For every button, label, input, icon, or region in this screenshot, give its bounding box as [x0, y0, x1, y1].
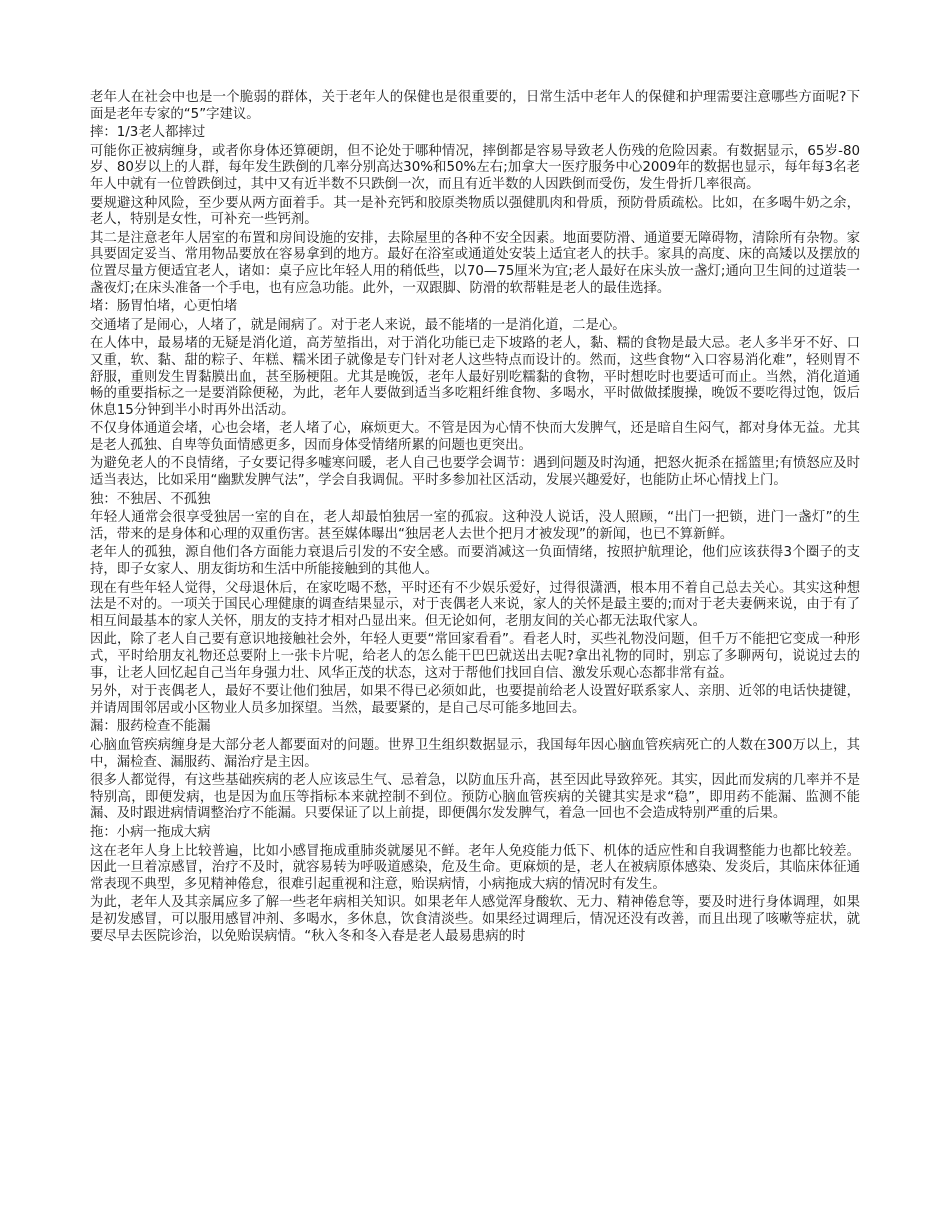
paragraph: 为此，老年人及其亲属应多了解一些老年病相关知识。如果老年人感觉浑身酸软、无力、精神倦怠等，要及时进行身体调理，如果是初发感冒，可以服用感冒冲剂、多喝水，多休息，饮食清淡些。如果经过调理后，情况还没有改善，而且出现了咳嗽等症状，就要尽早去医院诊治，以免贻误病情。“秋入冬和冬入春是老人最易患病的时	[90, 895, 860, 944]
paragraph: 为避免老人的不良情绪，子女要记得多嘘寒问暖，老人自己也要学会调节：遇到问题及时沟通，把怒火扼杀在摇篮里;有愤怒应及时适当表达，比如采用“幽默发脾气法”，学会自我调侃。平时多参加社区活动，发展兴趣爱好，也能防止坏心情找上门。	[90, 456, 860, 489]
section-heading-alone: 独：不独居、不孤独	[90, 491, 211, 507]
section-heading-fall: 摔：1/3老人都摔过	[90, 125, 206, 141]
paragraph: 交通堵了是闹心，人堵了，就是闹病了。对于老人来说，最不能堵的一是消化道，二是心。	[90, 317, 626, 333]
paragraph: 其二是注意老年人居室的布置和房间设施的安排，去除屋里的各种不安全因素。地面要防滑、通道要无障碍物，清除所有杂物。家具要固定妥当、常用物品要放在容易拿到的地方。最好在浴室或通道处安装上适宜老人的扶手。家具的高度、床的高矮以及摆放的位置尽量方便适宜老人，诸如：桌子应比年轻人用的稍低些，以70—75厘米为宜;老人最好在床头放一盏灯;通向卫生间的过道装一盏夜灯;在床头准备一个手电，也有应急功能。此外，一双跟脚、防滑的软帮鞋是老人的最佳选择。	[90, 230, 860, 296]
article-body	[90, 90, 860, 947]
paragraph: 现在有些年轻人觉得，父母退休后，在家吃喝不愁，平时还有不少娱乐爱好，过得很潇洒，根本用不着自己总去关心。其实这种想法是不对的。一项关于国民心理健康的调查结果显示，对于丧偶老人来说，家人的关怀是最主要的;而对于老夫妻俩来说，由于有了相互间最基本的家人关怀，朋友的支持才相对凸显出来。但无论如何，老朋友间的关心都无法取代家人。	[90, 580, 860, 629]
paragraph: 这在老年人身上比较普遍，比如小感冒拖成重肺炎就屡见不鲜。老年人免疫能力低下、机体的适应性和自我调整能力也都比较差。因此一旦着凉感冒，治疗不及时，就容易转为呼吸道感染，危及生命。更麻烦的是，老人在被病原体感染、发炎后，其临床体征通常表现不典型，多见精神倦怠，很难引起重视和注意，贻误病情，小病拖成大病的情况时有发生。	[90, 843, 860, 892]
paragraph: 不仅身体通道会堵，心也会堵，老人堵了心，麻烦更大。不管是因为心情不快而大发脾气，还是暗自生闷气，都对身体无益。尤其是老人孤独、自卑等负面情感更多，因而身体受情绪所累的问题也更突出。	[90, 421, 860, 453]
paragraph: 另外，对于丧偶老人，最好不要让他们独居，如果不得已必须如此，也要提前给老人设置好联系家人、亲朋、近邻的电话快捷键，并请周围邻居或小区物业人员多加探望。当然，最要紧的，是自己尽可能多地回去。	[90, 684, 860, 716]
paragraph: 年轻人通常会很享受独居一室的自在，老人却最怕独居一室的孤寂。这种没人说话，没人照顾，“出门一把锁，进门一盏灯”的生活，带来的是身体和心理的双重伤害。甚至媒体曝出“独居老人去世个把月才被发现”的新闻，也已不算新鲜。	[90, 510, 860, 542]
paragraph: 可能你正被病缠身，或者你身体还算硬朗，但不论处于哪种情况，摔倒都是容易导致老人伤残的危险因素。有数据显示，65岁-80岁、80岁以上的人群，每年发生跌倒的几率分别高达30%和50%左右;加拿大一医疗服务中心2009年的数据也显示，每年每3名老年人中就有一位曾跌倒过，其中又有近半数不只跌倒一次，而且有近半数的人因跌倒而受伤，发生骨折几率很高。	[90, 143, 860, 192]
section-heading-delay: 拖：小病一拖成大病	[90, 824, 211, 840]
paragraph: 要规避这种风险，至少要从两方面着手。其一是补充钙和胶原类物质以强健肌肉和骨质，预防骨质疏松。比如，在多喝牛奶之余，老人，特别是女性，可补充一些钙剂。	[90, 195, 860, 228]
section-heading-block: 堵：肠胃怕堵，心更怕堵	[90, 299, 238, 315]
paragraph: 心脑血管疾病缠身是大部分老人都要面对的问题。世界卫生组织数据显示，我国每年因心脑血管疾病死亡的人数在300万以上，其中，漏检查、漏服药、漏治疗是主因。	[90, 737, 860, 770]
paragraph: 老年人的孤独，源自他们各方面能力衰退后引发的不安全感。而要消减这一负面情绪，按照护航理论，他们应该获得3个圈子的支持，即子女家人、朋友街坊和生活中所能接触到的其他人。	[90, 545, 860, 578]
section-heading-miss: 漏：服药检查不能漏	[90, 719, 211, 735]
paragraph: 因此，除了老人自己要有意识地接触社会外，年轻人更要“常回家看看”。看老人时，买些礼物没问题，但千万不能把它变成一种形式，平时给朋友礼物还总要附上一张卡片呢，给老人的怎么能干巴巴就送出去呢?拿出礼物的同时，别忘了多聊两句，说说过去的事，让老人回忆起自己当年身强力壮、风华正茂的状态，这对于帮他们找回自信、激发乐观心态都非常有益。	[90, 632, 860, 681]
intro-paragraph: 老年人在社会中也是一个脆弱的群体，关于老年人的保健也是很重要的，日常生活中老年人的保健和护理需要注意哪些方面呢?下面是老年专家的“5”字建议。	[90, 90, 860, 122]
paragraph: 很多人都觉得，有这些基础疾病的老人应该忌生气、忌着急，以防血压升高，甚至因此导致猝死。其实，因此而发病的几率并不是特别高，即便发病，也是因为血压等指标本来就控制不到位。预防心脑血管疾病的关键其实是求“稳”，即用药不能漏、监测不能漏、及时跟进病情调整治疗不能漏。只要保证了以上前提，即便偶尔发发脾气，着急一回也不会造成特别严重的后果。	[90, 773, 860, 822]
paragraph: 在人体中，最易堵的无疑是消化道，高芳堃指出，对于消化功能已走下坡路的老人，黏、糯的食物是最大忌。老人多半牙不好、口又重，软、黏、甜的粽子、年糕、糯米团子就像是专门针对老人这些特点而设计的。然而，这些食物“入口容易消化难”，轻则胃不舒服，重则发生胃黏膜出血，甚至肠梗阻。尤其是晚饭，老年人最好别吃糯黏的食物，平时想吃时也要适可而止。当然，消化道通畅的重要指标之一是要消除便秘，为此，老年人要做到适当多吃粗纤维食物、多喝水，平时做做揉腹操，晚饭不要吃得过饱，饭后休息15分钟到半小时再外出活动。	[90, 336, 860, 418]
